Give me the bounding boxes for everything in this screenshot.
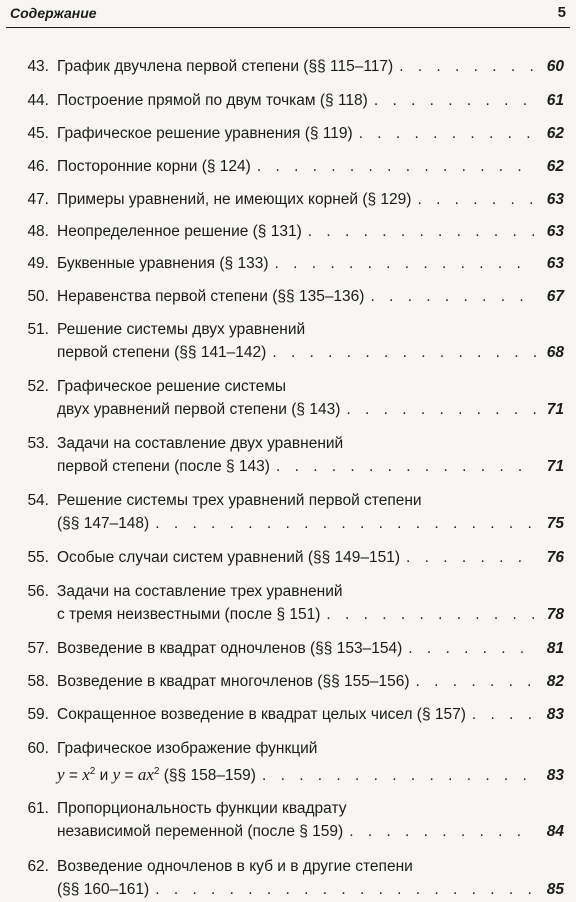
entry-number: 52.	[27, 378, 49, 395]
entry-title-line-1: Пропорциональность функции квадрату	[57, 800, 347, 817]
leader-dots	[399, 55, 536, 78]
leader-dots	[406, 546, 536, 569]
entry-page: 63	[546, 255, 564, 272]
leader-dots	[359, 122, 536, 145]
entry-number: 46.	[27, 158, 49, 175]
entry-number: 48.	[27, 223, 49, 240]
math-exp2: 2	[153, 766, 160, 777]
entry-title: Возведение в квадрат одночленов (§§ 153–154)	[57, 640, 403, 657]
entry-title-line-1: Задачи на составление двух уравнений	[57, 435, 344, 452]
entry-number: 51.	[27, 321, 49, 338]
entry-page: 68	[546, 344, 564, 361]
entry-title-line-1: Возведение одночленов в куб и в другие степени	[57, 858, 413, 875]
toc-entry-53	[16, 432, 564, 478]
toc-entry-51	[16, 318, 564, 364]
math-ref: (§§ 158–159)	[159, 767, 256, 785]
entry-title-line-1: Решение системы трех уравнений первой степени	[57, 492, 422, 509]
toc-entry-46	[16, 155, 564, 178]
leader-dots	[346, 398, 536, 421]
entry-page: 76	[546, 549, 564, 566]
entry-title-line-2: (§§ 147–148)	[57, 515, 150, 532]
entry-title-line-2: первой степени (§§ 141–142)	[57, 344, 267, 361]
entry-title-line-2: двух уравнений первой степени (§ 143)	[57, 401, 341, 418]
math-x: x	[82, 765, 90, 785]
leader-dots	[155, 512, 536, 535]
leader-dots	[262, 764, 536, 787]
math-ax: ax	[137, 765, 154, 785]
toc-entry-58	[16, 670, 564, 693]
math-and: и	[95, 767, 113, 785]
leader-dots	[155, 878, 536, 901]
math-exp1: 2	[89, 766, 96, 777]
entry-title-line-1: Решение системы двух уравнений	[57, 321, 306, 338]
entry-number: 60.	[27, 740, 49, 757]
entry-page: 75	[546, 515, 564, 532]
entry-title: Возведение в квадрат многочленов (§§ 155–156)	[57, 673, 410, 690]
leader-dots	[472, 703, 536, 726]
toc-entry-56	[16, 580, 564, 626]
toc-entry-59	[16, 703, 564, 726]
entry-title-line-1: Задачи на составление трех уравнений	[57, 583, 343, 600]
toc-entry-49	[16, 252, 564, 275]
entry-number: 61.	[27, 800, 49, 817]
toc-entry-57	[16, 637, 564, 660]
math-y2: y	[112, 765, 121, 785]
entry-number: 56.	[27, 583, 49, 600]
toc-entry-43	[16, 55, 564, 78]
leader-dots	[326, 603, 536, 626]
entry-page: 62	[546, 158, 564, 175]
entry-page: 67	[546, 288, 564, 305]
page-header	[0, 0, 576, 30]
entry-number: 62.	[27, 858, 49, 875]
toc-entry-62	[16, 855, 564, 901]
entry-title: Графическое решение уравнения (§ 119)	[57, 125, 353, 142]
toc-entry-47	[16, 188, 564, 211]
leader-dots	[308, 220, 536, 243]
entry-number: 59.	[27, 706, 49, 723]
entry-title: Построение прямой по двум точкам (§ 118)	[57, 92, 368, 109]
entry-title: Сокращенное возведение в квадрат целых чисел (§ 157)	[57, 706, 466, 723]
entry-title-line-1: Графическое решение системы	[57, 378, 287, 395]
entry-title: Неравенства первой степени (§§ 135–136)	[57, 288, 365, 305]
leader-dots	[374, 89, 536, 112]
entry-title: Особые случаи систем уравнений (§§ 149–151)	[57, 549, 401, 566]
leader-dots	[370, 285, 536, 308]
entry-title: Примеры уравнений, не имеющих корней (§ 129)	[57, 191, 412, 208]
entry-title-line-1: Графическое изображение функций	[57, 740, 318, 757]
toc-entry-45	[16, 122, 564, 145]
entry-title: Буквенные уравнения (§ 133)	[57, 255, 269, 272]
math-eq1: =	[64, 767, 83, 785]
leader-dots	[276, 455, 536, 478]
entry-number: 49.	[27, 255, 49, 272]
entry-page: 71	[546, 458, 564, 475]
entry-page: 60	[546, 58, 564, 75]
header-page-number: 5	[557, 4, 566, 21]
entry-title-line-2: независимой переменной (после § 159)	[57, 823, 344, 840]
toc-entry-48	[16, 220, 564, 243]
formula-line	[57, 760, 256, 787]
toc-entry-54	[16, 489, 564, 535]
entry-page: 83	[546, 706, 564, 723]
entry-page: 83	[546, 767, 564, 785]
entry-title-line-2: с тремя неизвестными (после § 151)	[57, 606, 321, 623]
header-rule	[6, 27, 570, 28]
entry-title: Посторонние корни (§ 124)	[57, 158, 251, 175]
entry-page: 84	[546, 823, 564, 840]
leader-dots	[275, 252, 537, 275]
leader-dots	[257, 155, 536, 178]
leader-dots	[272, 341, 536, 364]
entry-page: 81	[546, 640, 564, 657]
leader-dots	[417, 188, 536, 211]
entry-number: 53.	[27, 435, 49, 452]
toc-entry-52	[16, 375, 564, 421]
math-y1: y	[57, 765, 65, 785]
entry-title-line-2: (§§ 160–161)	[57, 881, 150, 898]
entry-title: График двучлена первой степени (§§ 115–117)	[57, 58, 394, 75]
toc-entry-50	[16, 285, 564, 308]
toc-entry-61	[16, 797, 564, 843]
entry-page: 82	[546, 673, 564, 690]
entry-title: Неопределенное решение (§ 131)	[57, 223, 302, 240]
entry-page: 78	[546, 606, 564, 623]
entry-number: 47.	[27, 191, 49, 208]
entry-page: 62	[546, 125, 564, 142]
entry-number: 58.	[27, 673, 49, 690]
toc-entry-55	[16, 546, 564, 569]
leader-dots	[416, 670, 537, 693]
entry-number: 45.	[27, 125, 49, 142]
entry-number: 55.	[27, 549, 49, 566]
entry-page: 71	[546, 401, 564, 418]
toc-entry-44	[16, 89, 564, 112]
entry-number: 43.	[27, 58, 49, 75]
entry-title-line-2: первой степени (после § 143)	[57, 458, 270, 475]
entry-page: 61	[546, 92, 564, 109]
entry-number: 57.	[27, 640, 49, 657]
entry-page: 85	[546, 881, 564, 898]
entry-page: 63	[546, 223, 564, 240]
leader-dots	[408, 637, 536, 660]
math-eq2: =	[120, 767, 138, 785]
entry-number: 54.	[27, 492, 49, 509]
entry-number: 44.	[27, 92, 49, 109]
leader-dots	[349, 820, 536, 843]
running-title: Содержание	[10, 5, 97, 21]
entry-page: 63	[546, 191, 564, 208]
toc-entry-60	[16, 737, 564, 787]
entry-number: 50.	[27, 288, 49, 305]
